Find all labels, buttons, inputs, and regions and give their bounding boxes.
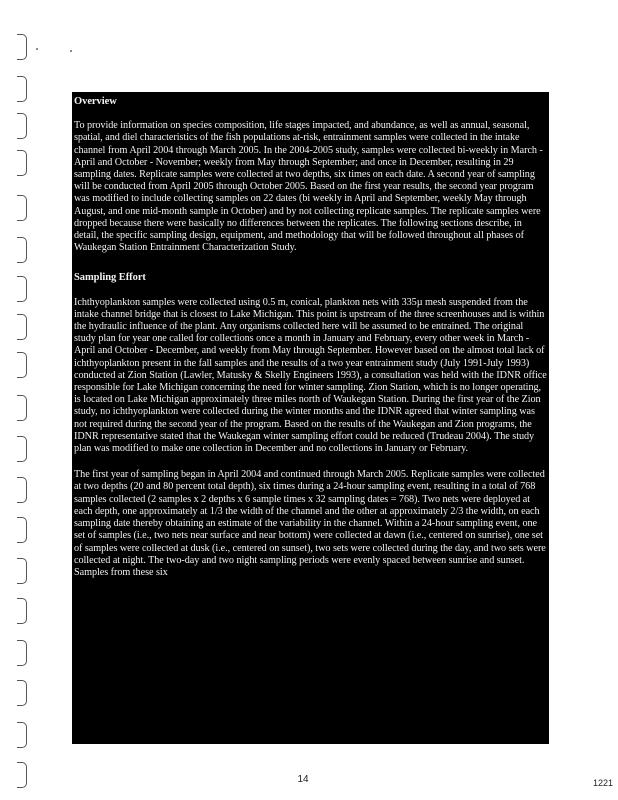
binder-mark: [17, 477, 27, 503]
binder-hole-marks: [0, 0, 40, 800]
binder-mark: [17, 314, 27, 340]
binder-mark: [17, 558, 27, 584]
binder-mark: [17, 34, 27, 60]
document-code: 1221: [593, 778, 614, 788]
binder-mark: [17, 352, 27, 378]
binder-mark: [17, 722, 27, 748]
binder-mark: [17, 598, 27, 624]
sampling-effort-paragraph-2: The first year of sampling began in April 2004 and continued through March 2005. Replicate samples were collected at two depths (20 and 80 percent total depth), six times during a 24-hour sampling event, resulting in a total of 768 samples collected (2 samples x 2 depths x 6 sample times x 32 sampling dates = 768). Two nets were deployed at each depth, one approximately at 1/3 the width of the channel and the other at approximately 2/3 the width, on each sampling date thereby obtaining an estimate of the variability in the channel. Within a 24-hour sampling event, one set of samples (i.e., two nets near surface and near bottom) were collected at dawn (i.e., centered on sunrise), one set of samples were collected at dusk (i.e., centered on sunset), two sets were collected during the day, and two sets were collected at night. The two-day and two night sampling periods were evenly spaced between sunrise and sunset. Samples from these six: [74, 469, 546, 578]
scan-speck: [36, 48, 38, 50]
binder-mark: [17, 640, 27, 666]
binder-mark: [17, 395, 27, 421]
page-number: 14: [297, 774, 309, 785]
binder-mark: [17, 237, 27, 263]
overview-paragraph: To provide information on species composition, life stages impacted, and abundance, as well as annual, seasonal, spatial, and diel characteristics of the fish populations at-risk, entrainment samples were collected in the intake channel from April 2004 through March 2005. In the 2004-2005 study, samples were collected bi-weekly in March - April and October - November; weekly from May through September; and once in December, resulting in 29 sampling dates. Replicate samples were collected at two depths, six times on each date. A second year of sampling will be conducted from April 2005 through October 2005. Based on the first year results, the second year program was modified to include collecting samples on 22 dates (bi weekly in April and September, weekly May through August, and one mid-month sample in October) and by not collecting replicate samples. The replicate samples were dropped because there were basically no differences between the replicates. The following sections describe, in detail, the specific sampling design, equipment, and methodology that will be followed throughout all phases of Waukegan Station Entrainment Characterization Study.: [74, 120, 543, 254]
overview-heading: Overview: [74, 96, 117, 107]
sampling-effort-paragraph-1: Ichthyoplankton samples were collected using 0.5 m, conical, plankton nets with 335µ mesh suspended from the intake channel bridge that is closest to Lake Michigan. This point is upstream of the three screenhouses and is within the hydraulic influence of the plant. Any organisms collected here will be assumed to be entrained. The original study plan for year one called for collections once a month in January and February, every other week in March - April and October - December, and weekly from May through September. However based on the almost total lack of ichthyoplankton present in the fall samples and the results of a two year entrainment study (July 1991-July 1993) conducted at Zion Station (Lawler, Matusky & Skelly Engineers 1993), a consultation was held with the IDNR office responsible for Lake Michigan concerning the need for winter sampling. Zion Station, which is no longer operating, is located on Lake Michigan approximately three miles north of Waukegan Station. During the first year of the Zion study, no ichthyoplankton were collected during the winter months and the IDNR agreed that winter sampling was not required during the second year of the program. Based on the results of the Waukegan and Zion programs, the IDNR representative stated that the Waukegan winter sampling effort could be reduced (Trudeau 2004). The study plan was modified to make one collection in December and no collections in January or February.: [74, 296, 547, 455]
sampling-effort-heading: Sampling Effort: [74, 272, 146, 284]
binder-mark: [17, 436, 27, 462]
binder-mark: [17, 195, 27, 221]
scan-speck: [70, 50, 72, 52]
binder-mark: [17, 762, 27, 788]
binder-mark: [17, 113, 27, 139]
binder-mark: [17, 680, 27, 706]
binder-mark: [17, 150, 27, 176]
binder-mark: [17, 517, 27, 543]
binder-mark: [17, 76, 27, 102]
document-text-block: [72, 92, 549, 744]
binder-mark: [17, 276, 27, 302]
